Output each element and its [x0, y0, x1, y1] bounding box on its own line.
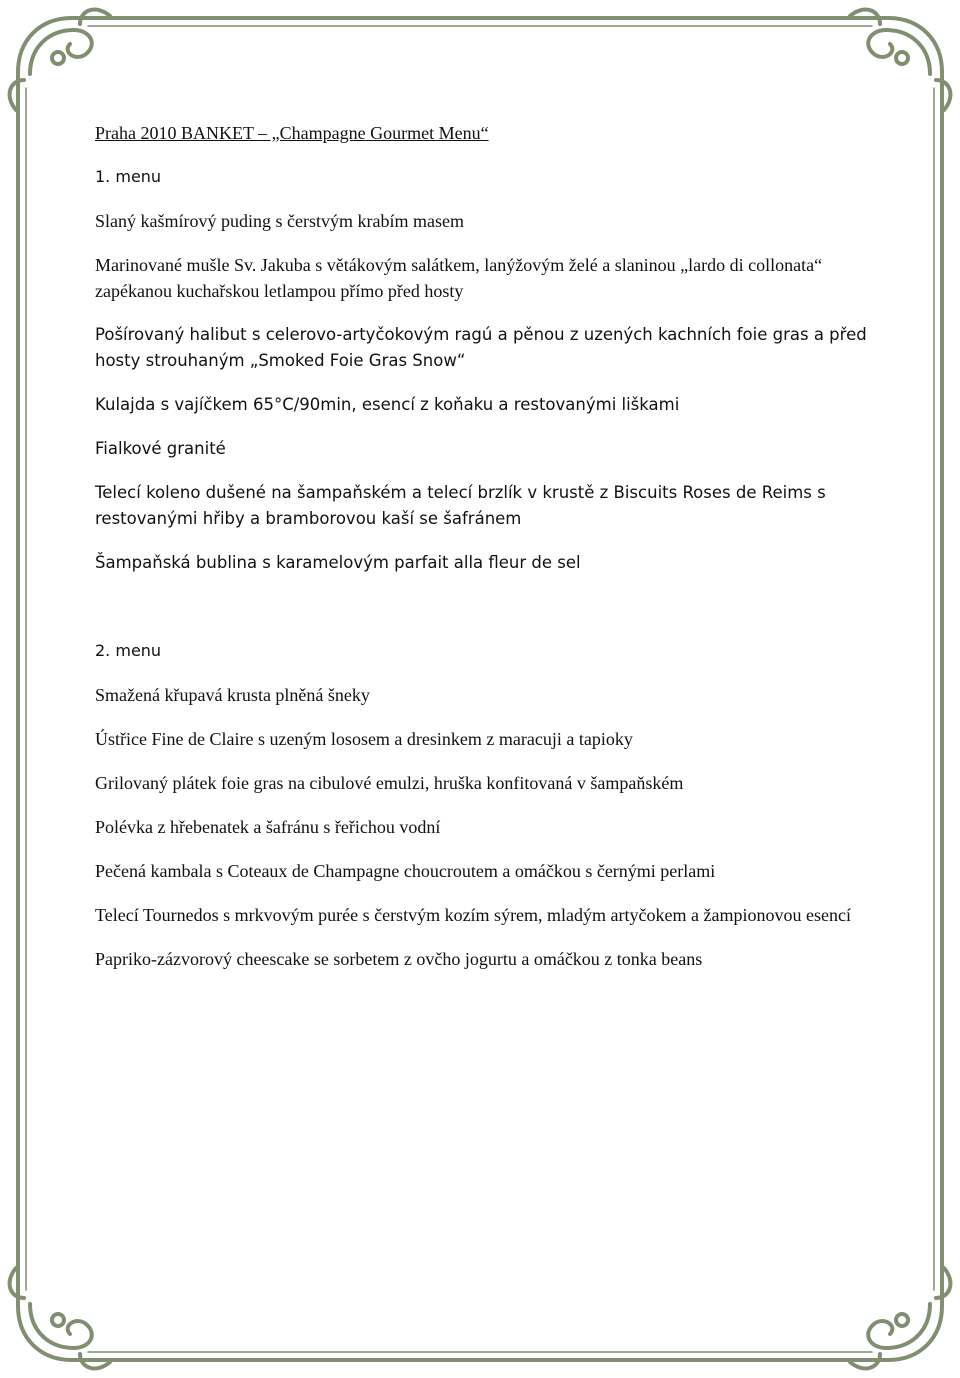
menu-1-heading: 1. menu	[95, 167, 162, 186]
ornamental-corner-icon	[10, 1268, 110, 1368]
menu-2-item: Grilovaný plátek foie gras na cibulové emulzi, hruška konfitovaná v šampaňském	[95, 773, 684, 793]
section-spacer	[95, 594, 875, 638]
menu-1-item: Kulajda s vajíčkem 65°C/90min, esencí z koňaku a restovanými liškami	[95, 395, 680, 414]
menu-2-item: Telecí Tournedos s mrkvovým purée s čerstvým kozím sýrem, mladým artyčokem a žampionovou esencí	[95, 905, 851, 925]
menu-2-item: Polévka z hřebenatek a šafránu s řeřichou vodní	[95, 817, 441, 837]
menu-2-item: Ústřice Fine de Claire s uzeným lososem a dresinkem z maracuji a tapioky	[95, 729, 633, 749]
menu-1-item: Telecí koleno dušené na šampaňském a telecí brzlík v krustě z Biscuits Roses de Reims s restovanými hřiby a bramborovou kaší se šafránem	[95, 483, 826, 528]
menu-document	[95, 120, 875, 990]
ornamental-corner-icon	[10, 10, 110, 110]
menu-1-item: Slaný kašmírový puding s čerstvým krabím masem	[95, 211, 464, 231]
ornamental-corner-icon	[850, 10, 950, 110]
menu-1-item: Pošírovaný halibut s celerovo-artyčokovým ragú a pěnou z uzených kachních foie gras a před hosty strouhaným „Smoked Foie Gras Snow“	[95, 325, 867, 370]
ornamental-corner-icon	[850, 1268, 950, 1368]
menu-2-item: Papriko-zázvorový cheescake se sorbetem z ovčho jogurtu a omáčkou z tonka beans	[95, 949, 703, 969]
menu-1-item: Šampaňská bublina s karamelovým parfait alla fleur de sel	[95, 553, 581, 572]
menu-1-item: Fialkové granité	[95, 439, 226, 458]
menu-2-item: Smažená křupavá krusta plněná šneky	[95, 685, 370, 705]
page-title: Praha 2010 BANKET – „Champagne Gourmet Menu“	[95, 123, 489, 143]
menu-2-heading: 2. menu	[95, 641, 162, 660]
menu-2-item: Pečená kambala s Coteaux de Champagne choucroutem a omáčkou s černými perlami	[95, 861, 716, 881]
menu-1-item: Marinované mušle Sv. Jakuba s větákovým salátkem, lanýžovým želé a slaninou „lardo di collonata“ zapékanou kuchařskou letlampou přímo před hosty	[95, 255, 823, 301]
